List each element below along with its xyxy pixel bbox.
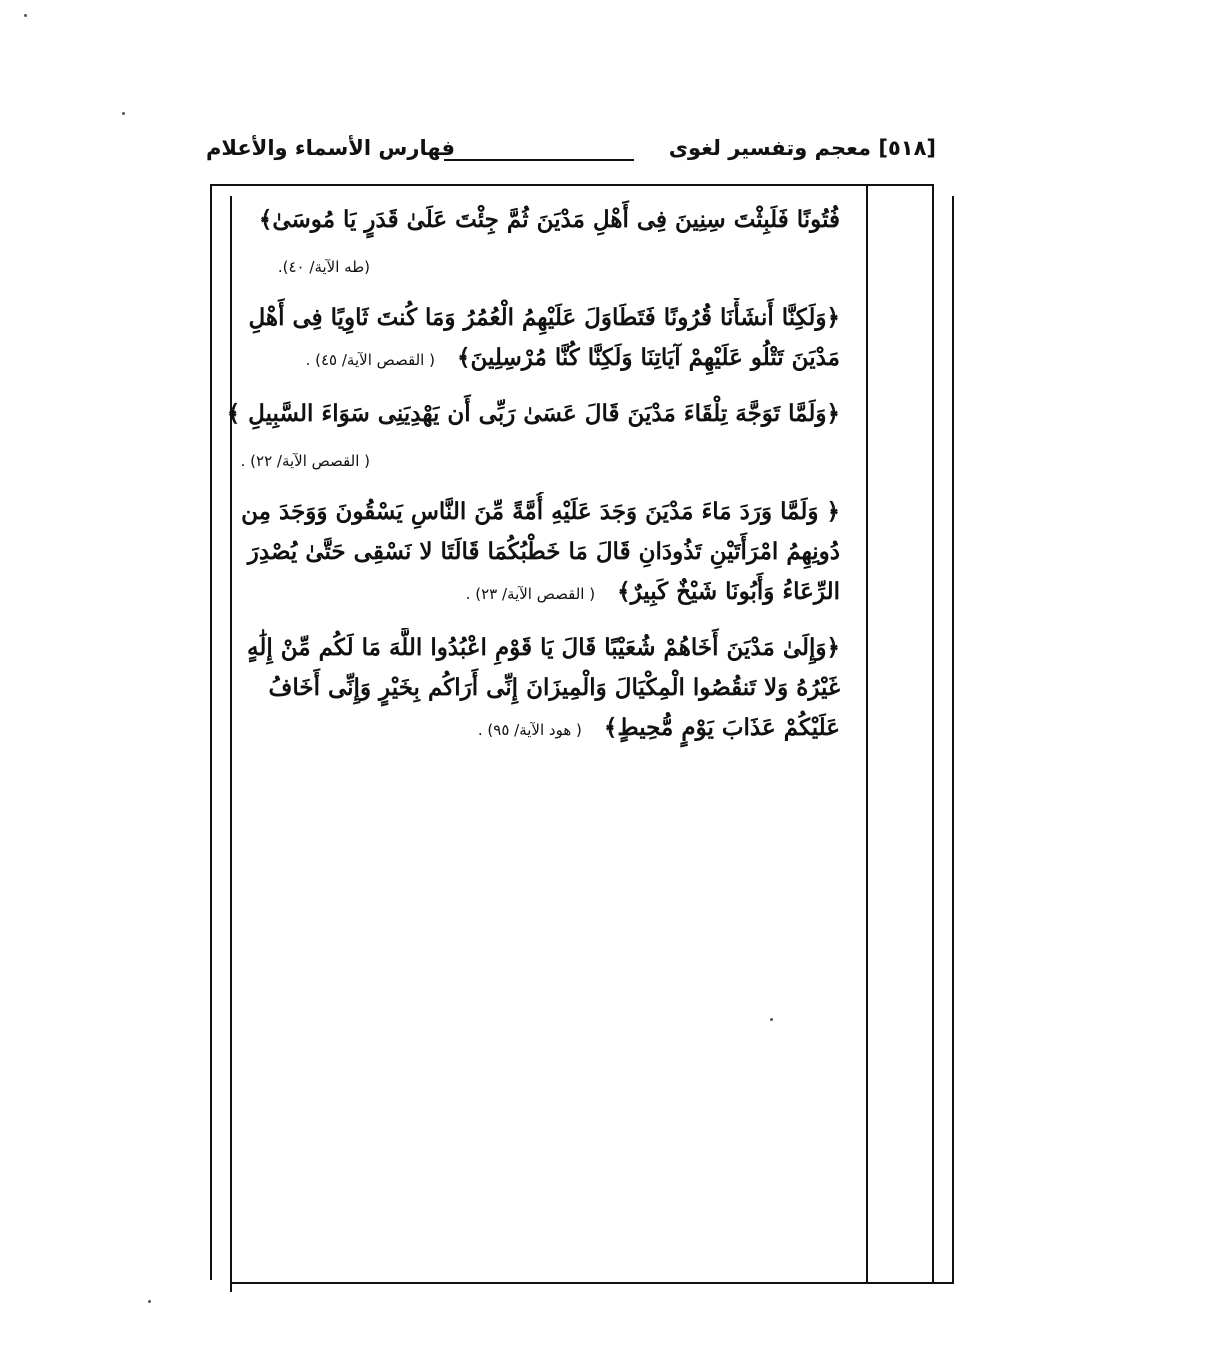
verse-line: ﴿وَلَكِنَّا أَنشَأْنَا قُرُونًا فَتَطَاوَلَ عَلَيْهِمُ الْعُمُرُ وَمَا كُنتَ ثَاوِيًا فِى أَهْلِ — [248, 304, 840, 331]
frame-bottom-border — [230, 1282, 954, 1284]
header-divider-line — [444, 159, 634, 161]
verse-line: ﴿ وَلَمَّا وَرَدَ مَاءَ مَدْيَنَ وَجَدَ عَلَيْهِ أُمَّةً مِّنَ النَّاسِ يَسْقُونَ وَوَجَدَ مِن — [241, 498, 840, 525]
verse-line: ﴿وَلَمَّا تَوَجَّهَ تِلْقَاءَ مَدْيَنَ قَالَ عَسَىٰ رَبِّى أَن يَهْدِيَنِى سَوَاءَ السَّبِيلِ ﴾ — [226, 400, 840, 427]
section-title: فهارس الأسماء والأعلام — [206, 136, 455, 160]
scan-speck — [122, 112, 125, 115]
entry-taha-40 — [220, 200, 840, 280]
verse-line: ﴿وَإِلَىٰ مَدْيَنَ أَخَاهُمْ شُعَيْبًا قَالَ يَا قَوْمِ اعْبُدُوا اللَّهَ مَا لَكُم مِّنْ إِلَٰهٍ — [247, 634, 840, 661]
entry-qasas-22 — [220, 394, 840, 474]
entry-qasas-23 — [220, 492, 840, 614]
verse-line: دُونِهِمُ امْرَأَتَيْنِ تَذُودَانِ قَالَ مَا خَطْبُكُمَا قَالَتَا لا نَسْقِى حَتَّىٰ يُصْدِرَ — [247, 538, 840, 565]
frame-right-border — [932, 184, 934, 1282]
verse-line: عَلَيْكُمْ عَذَابَ يَوْمٍ مُّحِيطٍ﴾ — [603, 714, 840, 741]
verse-reference: ( القصص الآية/ ٤٥) . — [305, 351, 435, 369]
margin-column-divider — [866, 186, 868, 1282]
page-number-and-book-title: [٥١٨] معجم وتفسير لغوى — [668, 136, 936, 160]
frame-top-border — [210, 184, 934, 186]
scan-speck — [770, 1018, 773, 1021]
scan-speck — [24, 14, 27, 17]
page-header — [200, 128, 940, 178]
verse-line: غَيْرُهُ وَلا تَنقُصُوا الْمِكْيَالَ وَالْمِيزَانَ إِنِّى أَرَاكُم بِخَيْرٍ وَإِنِّى أَخَافُ — [268, 674, 840, 701]
entries-text — [220, 200, 840, 750]
scan-speck — [148, 1300, 151, 1303]
verse-reference: ( القصص الآية/ ٢٢) . — [240, 452, 370, 470]
verse-line: الرِّعَاءُ وَأَبُونَا شَيْخٌ كَبِيرٌ﴾ — [617, 578, 840, 605]
entry-qasas-45 — [220, 298, 840, 380]
verse-reference: ( القصص الآية/ ٢٣) . — [465, 585, 596, 603]
frame-left-border — [210, 184, 212, 1280]
entry-hud-95 — [220, 628, 840, 750]
verse-reference: (طه الآية/ ٤٠). — [277, 258, 370, 276]
frame-right-shadow-border — [952, 196, 954, 1284]
verse-reference: ( هود الآية/ ٩٥) . — [477, 721, 582, 739]
verse-line: فُتُونًا فَلَبِثْتَ سِنِينَ فِى أَهْلِ مَدْيَنَ ثُمَّ جِئْتَ عَلَىٰ قَدَرٍ يَا مُوسَىٰ﴾ — [258, 206, 840, 233]
verse-line: مَدْيَنَ تَتْلُو عَلَيْهِمْ آيَاتِنَا وَلَكِنَّا كُنَّا مُرْسِلِينَ﴾ — [456, 344, 840, 371]
